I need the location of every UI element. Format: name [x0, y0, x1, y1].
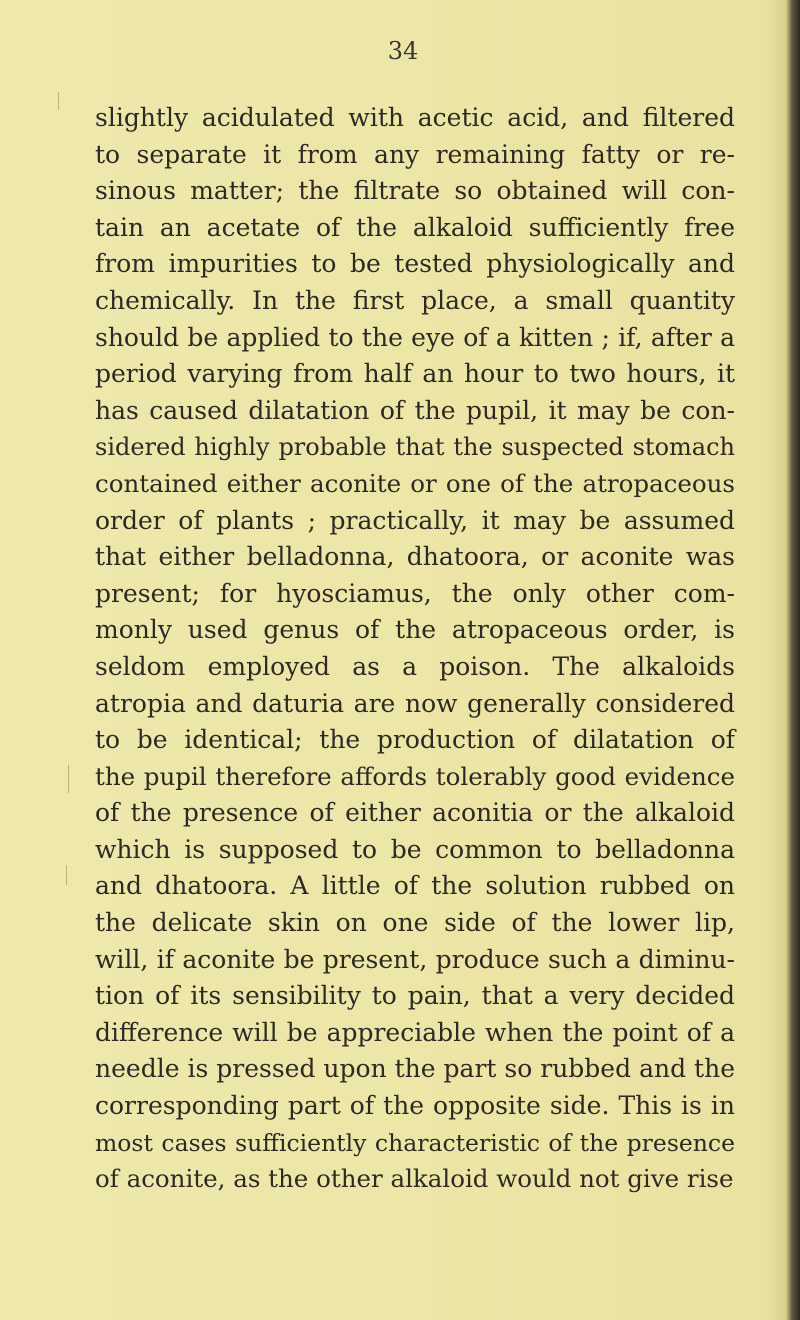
text-line: atropia and daturia are now generally considered [95, 688, 735, 718]
text-line: slightly acidulated with acetic acid, and filtered [95, 103, 735, 132]
text-line: seldom employed as a poison. The alkaloids [95, 651, 735, 681]
text-line: the delicate skin on one side of the lower lip, [95, 908, 735, 938]
text-line: contained either aconite or one of the atropaceous [95, 468, 735, 498]
text-line: sidered highly probable that the suspected stomach [95, 433, 735, 462]
text-line: that either belladonna, dhatoora, or aconite was [95, 542, 735, 572]
page-number: 34 [387, 37, 419, 65]
text-line: will, if aconite be present, produce such a diminu- [95, 944, 735, 974]
text-line: and dhatoora. A little of the solution rubbed on [95, 871, 735, 901]
text-line: to be identical; the production of dilatation of [95, 725, 735, 755]
text-line: tain an acetate of the alkaloid sufficiently free [95, 212, 735, 242]
text-line: of the presence of either aconitia or the alkaloid [95, 798, 735, 828]
text-line: from impurities to be tested physiologically and [95, 249, 735, 279]
body-text [95, 100, 735, 1198]
text-line: should be applied to the eye of a kitten ; if, after a [95, 322, 735, 352]
text-line: which is supposed to be common to belladonna [95, 834, 735, 864]
text-line: to separate it from any remaining fatty or re- [95, 139, 735, 169]
text-line: has caused dilatation of the pupil, it may be con- [95, 395, 735, 425]
text-line: monly used genus of the atropaceous order, is [95, 615, 735, 645]
text-line: needle is pressed upon the part so rubbed and the [95, 1054, 735, 1084]
text-line: most cases sufficiently characteristic of the presence [95, 1128, 735, 1157]
text-line: tion of its sensibility to pain, that a very decided [95, 981, 735, 1011]
text-line: of aconite, as the other alkaloid would not give rise [95, 1164, 734, 1194]
text-line: order of plants ; practically, it may be assumed [95, 505, 735, 535]
margin-mark [58, 92, 59, 110]
margin-mark [66, 865, 67, 885]
text-line: chemically. In the first place, a small quantity [95, 285, 735, 315]
margin-mark [68, 765, 69, 793]
text-line: difference will be appreciable when the point of a [95, 1017, 735, 1047]
page-edge-shadow [766, 0, 786, 1320]
text-line: present; for hyosciamus, the only other com- [95, 578, 735, 608]
text-line: corresponding part of the opposite side. This is in [95, 1091, 735, 1121]
text-line: period varying from half an hour to two hours, it [95, 359, 735, 389]
page-edge [786, 0, 800, 1320]
text-line: the pupil therefore affords tolerably good evidence [95, 761, 735, 791]
text-line: sinous matter; the filtrate so obtained will con- [95, 176, 735, 206]
